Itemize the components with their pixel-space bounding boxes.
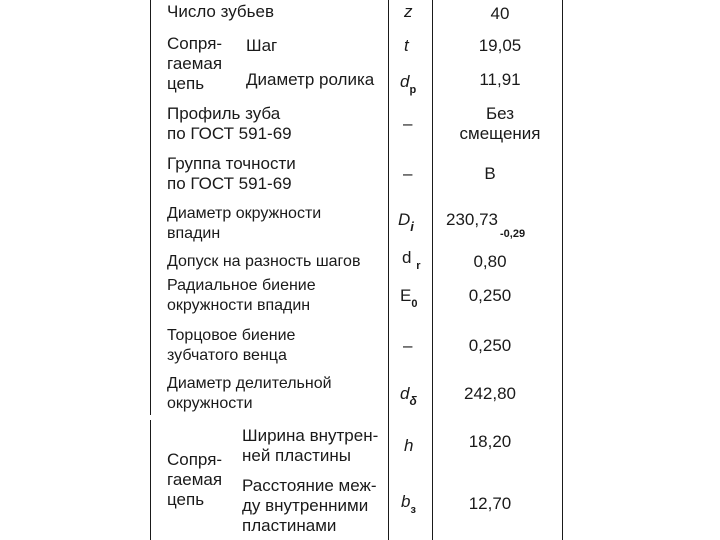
row-roller-value: 11,91 <box>479 70 521 89</box>
row-pitch-diam-label: Диаметр делительной окружности <box>167 375 332 412</box>
row-accuracy-label: Группа точности по ГОСТ 591-69 <box>167 154 296 193</box>
row-inner-dist-value: 12,70 <box>468 494 512 513</box>
row-root-diam-label: Диаметр окружности впадин <box>167 205 322 242</box>
row-pitch-tol-symbol: d $_r$ <box>402 248 421 272</box>
row-inner-width-symbol: h <box>404 436 414 455</box>
table-right-border <box>562 0 563 540</box>
row-pitch-label: Шаг <box>246 36 278 55</box>
mating-chain-group-label-2: Сопря- гаемая цепь <box>167 450 223 509</box>
row-pitch-symbol: t <box>404 36 409 55</box>
table-left-border <box>150 0 151 415</box>
row-inner-dist-symbol: $b_з$ <box>401 492 416 516</box>
row-inner-width-value: 18,20 <box>468 432 512 451</box>
mating-chain-group-label: Сопря- гаемая цепь <box>167 34 223 93</box>
row-pitch-tol-label: Допуск на разность шагов <box>167 253 361 270</box>
row-inner-width-label: Ширина внутрен- ней пластины <box>242 426 379 465</box>
row-pitch-tol-value: 0,80 <box>473 252 507 271</box>
symbol-column-divider-right <box>432 0 433 540</box>
row-pitch-diam-symbol: $d_\delta$ <box>400 384 417 408</box>
row-radial-label: Радиальное биение окружности впадин <box>167 277 316 314</box>
row-root-diam-symbol: $D_i$ <box>398 210 414 234</box>
row-axial-value: 0,250 <box>468 336 512 355</box>
row-teeth-value: 40 <box>490 4 510 23</box>
row-root-diam-tolerance: -0,29 <box>500 228 526 240</box>
table-left-border-lower <box>150 420 151 540</box>
row-root-diam-value: 230,73 <box>446 210 498 229</box>
row-roller-label: Диаметр ролика <box>246 70 375 89</box>
row-radial-value: 0,250 <box>468 286 512 305</box>
row-axial-symbol: – <box>403 336 413 355</box>
row-axial-label: Торцовое биение зубчатого венца <box>167 327 296 364</box>
row-roller-symbol: $d_р$ <box>400 72 417 96</box>
row-pitch-value: 19,05 <box>478 36 522 55</box>
row-accuracy-value: В <box>484 164 496 183</box>
row-teeth-label: Число зубьев <box>167 2 274 21</box>
row-accuracy-symbol: – <box>403 164 413 183</box>
row-radial-symbol: $E_0$ <box>400 286 418 310</box>
row-profile-label: Профиль зуба по ГОСТ 591-69 <box>167 104 292 143</box>
row-pitch-diam-value: 242,80 <box>464 384 516 403</box>
row-teeth-symbol: z <box>404 2 413 21</box>
row-profile-symbol: – <box>403 114 413 133</box>
row-profile-value: Без смещения <box>459 104 541 143</box>
symbol-column-divider <box>388 0 389 540</box>
row-inner-dist-label: Расстояние меж- ду внутренними пластинами <box>242 476 377 535</box>
